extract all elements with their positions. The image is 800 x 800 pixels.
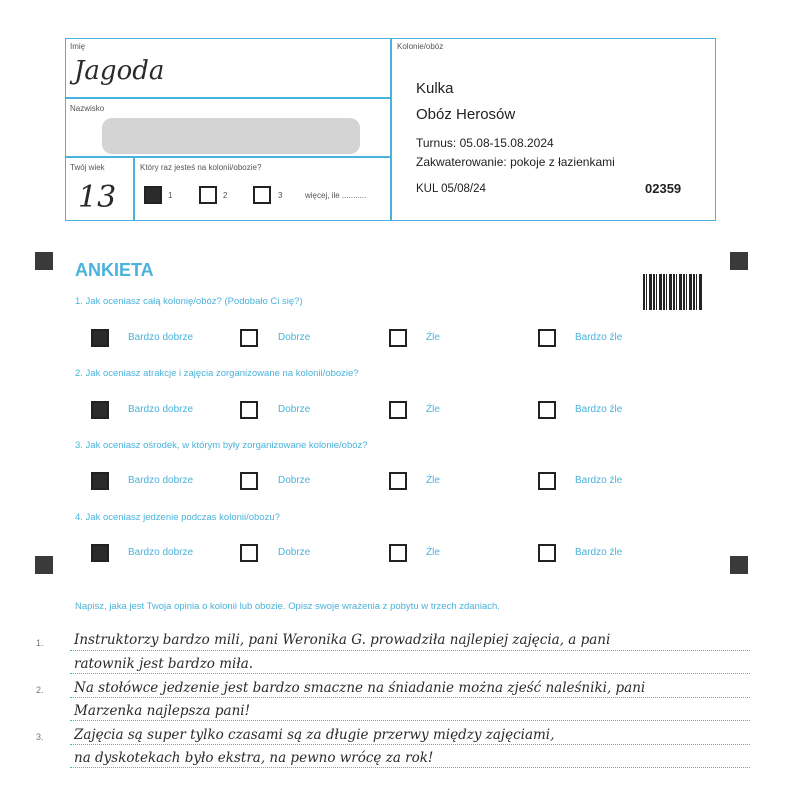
q3-option-bardzo-zle: Bardzo źle bbox=[575, 475, 623, 486]
q4-checkbox-bardzo-dobrze[interactable] bbox=[91, 544, 109, 562]
opinion-line-6: na dyskotekach było ekstra, na pewno wrócę za rok! bbox=[74, 750, 434, 766]
turnus-row bbox=[416, 136, 554, 150]
q4-checkbox-zle[interactable] bbox=[389, 544, 407, 562]
wiek-label: Twój wiek bbox=[70, 163, 105, 172]
q2-option-bardzo-dobrze: Bardzo dobrze bbox=[128, 404, 194, 415]
opinion-line-1: Instruktorzy bardzo mili, pani Weronika G. prowadziła najlepiej zajęcia, a pani bbox=[74, 632, 611, 648]
corner-mark-top-right bbox=[730, 252, 748, 270]
opinion-line-5: Zajęcia są super tylko czasami są za długie przerwy między zajęciami, bbox=[74, 727, 555, 743]
q1-option-bardzo-dobrze: Bardzo dobrze bbox=[128, 332, 194, 343]
q2-checkbox-zle[interactable] bbox=[389, 401, 407, 419]
q4-checkbox-dobrze[interactable] bbox=[240, 544, 258, 562]
q2-checkbox-bardzo-zle[interactable] bbox=[538, 401, 556, 419]
question-2-text: 2. Jak oceniasz atrakcje i zajęcia zorganizowane na kolonii/obozie? bbox=[75, 368, 359, 379]
q1-checkbox-bardzo-dobrze[interactable] bbox=[91, 329, 109, 347]
wiek-value: 13 bbox=[78, 180, 117, 215]
code-value: KUL 05/08/24 bbox=[416, 183, 486, 195]
q3-checkbox-zle[interactable] bbox=[389, 472, 407, 490]
writing-line-1 bbox=[70, 650, 750, 651]
opinion-number-1: 1. bbox=[36, 638, 44, 648]
q1-checkbox-zle[interactable] bbox=[389, 329, 407, 347]
writing-line-2 bbox=[70, 673, 750, 674]
q2-option-bardzo-zle: Bardzo źle bbox=[575, 404, 623, 415]
q1-checkbox-dobrze[interactable] bbox=[240, 329, 258, 347]
turnus-label: Turnus: bbox=[416, 136, 457, 150]
q2-option-dobrze: Dobrze bbox=[278, 404, 311, 415]
q3-checkbox-dobrze[interactable] bbox=[240, 472, 258, 490]
opinion-number-3: 3. bbox=[36, 732, 44, 742]
kolonie-name: Kulka bbox=[416, 80, 454, 97]
q4-option-bardzo-dobrze: Bardzo dobrze bbox=[128, 547, 194, 558]
question-4-text: 4. Jak oceniasz jedzenie podczas kolonii/obozu? bbox=[75, 512, 280, 523]
ktory-raz-option-1: 1 bbox=[168, 191, 173, 200]
survey-title: ANKIETA bbox=[75, 260, 154, 280]
q2-checkbox-dobrze[interactable] bbox=[240, 401, 258, 419]
q3-option-dobrze: Dobrze bbox=[278, 475, 311, 486]
opinion-number-2: 2. bbox=[36, 685, 44, 695]
writing-line-6 bbox=[70, 767, 750, 768]
corner-mark-bottom-left bbox=[35, 556, 53, 574]
ktory-raz-option-2: 2 bbox=[223, 191, 228, 200]
q3-checkbox-bardzo-zle[interactable] bbox=[538, 472, 556, 490]
ktory-raz-option-3: 3 bbox=[278, 191, 283, 200]
corner-mark-bottom-right bbox=[730, 556, 748, 574]
nazwisko-label: Nazwisko bbox=[70, 104, 105, 113]
header-divider-vertical bbox=[390, 38, 392, 221]
header-divider-age bbox=[133, 156, 135, 221]
q4-option-zle: Źle bbox=[426, 547, 440, 558]
barcode bbox=[643, 274, 703, 310]
kolonie-label: Kolonie/obóz bbox=[397, 42, 444, 51]
question-3-text: 3. Jak oceniasz ośrodek, w którym były zorganizowane kolonie/obóz? bbox=[75, 440, 368, 451]
turnus-value: 05.08-15.08.2024 bbox=[459, 136, 554, 150]
opinion-line-4: Marzenka najlepsza pani! bbox=[74, 703, 251, 719]
q1-checkbox-bardzo-zle[interactable] bbox=[538, 329, 556, 347]
redaction-block bbox=[102, 118, 360, 154]
imie-label: Imię bbox=[70, 42, 86, 51]
q1-option-zle: Źle bbox=[426, 332, 440, 343]
opinion-prompt: Napisz, jaka jest Twoja opinia o kolonii lub obozie. Opisz swoje wrażenia z pobytu w trzech zdaniach. bbox=[75, 601, 500, 612]
opinion-line-3: Na stołówce jedzenie jest bardzo smaczne na śniadanie można zjeść naleśniki, pani bbox=[74, 680, 646, 696]
q4-checkbox-bardzo-zle[interactable] bbox=[538, 544, 556, 562]
q2-checkbox-bardzo-dobrze[interactable] bbox=[91, 401, 109, 419]
q3-option-bardzo-dobrze: Bardzo dobrze bbox=[128, 475, 194, 486]
zakwaterowanie-label: Zakwaterowanie: bbox=[416, 155, 507, 169]
q3-option-zle: Źle bbox=[426, 475, 440, 486]
ktory-raz-option-more: więcej, ile ........... bbox=[305, 191, 367, 200]
zakwaterowanie-value: pokoje z łazienkami bbox=[510, 155, 615, 169]
ktory-raz-checkbox-3[interactable] bbox=[253, 186, 271, 204]
writing-line-5 bbox=[70, 744, 750, 745]
zakwaterowanie-row bbox=[416, 155, 615, 169]
q1-option-bardzo-zle: Bardzo źle bbox=[575, 332, 623, 343]
ktory-raz-checkbox-1[interactable] bbox=[144, 186, 162, 204]
q3-checkbox-bardzo-dobrze[interactable] bbox=[91, 472, 109, 490]
writing-line-3 bbox=[70, 697, 750, 698]
q1-option-dobrze: Dobrze bbox=[278, 332, 311, 343]
opinion-line-2: ratownik jest bardzo miła. bbox=[74, 656, 254, 672]
header-divider-2 bbox=[65, 156, 391, 158]
q4-option-bardzo-zle: Bardzo źle bbox=[575, 547, 623, 558]
corner-mark-top-left bbox=[35, 252, 53, 270]
form-number: 02359 bbox=[645, 181, 682, 196]
imie-value: Jagoda bbox=[74, 56, 165, 86]
oboz-name: Obóz Herosów bbox=[416, 106, 516, 123]
question-1-text: 1. Jak oceniasz całą kolonię/obóz? (Podobało Ci się?) bbox=[75, 296, 303, 307]
q4-option-dobrze: Dobrze bbox=[278, 547, 311, 558]
header-divider-1 bbox=[65, 97, 391, 99]
ktory-raz-checkbox-2[interactable] bbox=[199, 186, 217, 204]
q2-option-zle: Źle bbox=[426, 404, 440, 415]
ktory-raz-label: Który raz jesteś na kolonii/obozie? bbox=[140, 163, 262, 172]
writing-line-4 bbox=[70, 720, 750, 721]
